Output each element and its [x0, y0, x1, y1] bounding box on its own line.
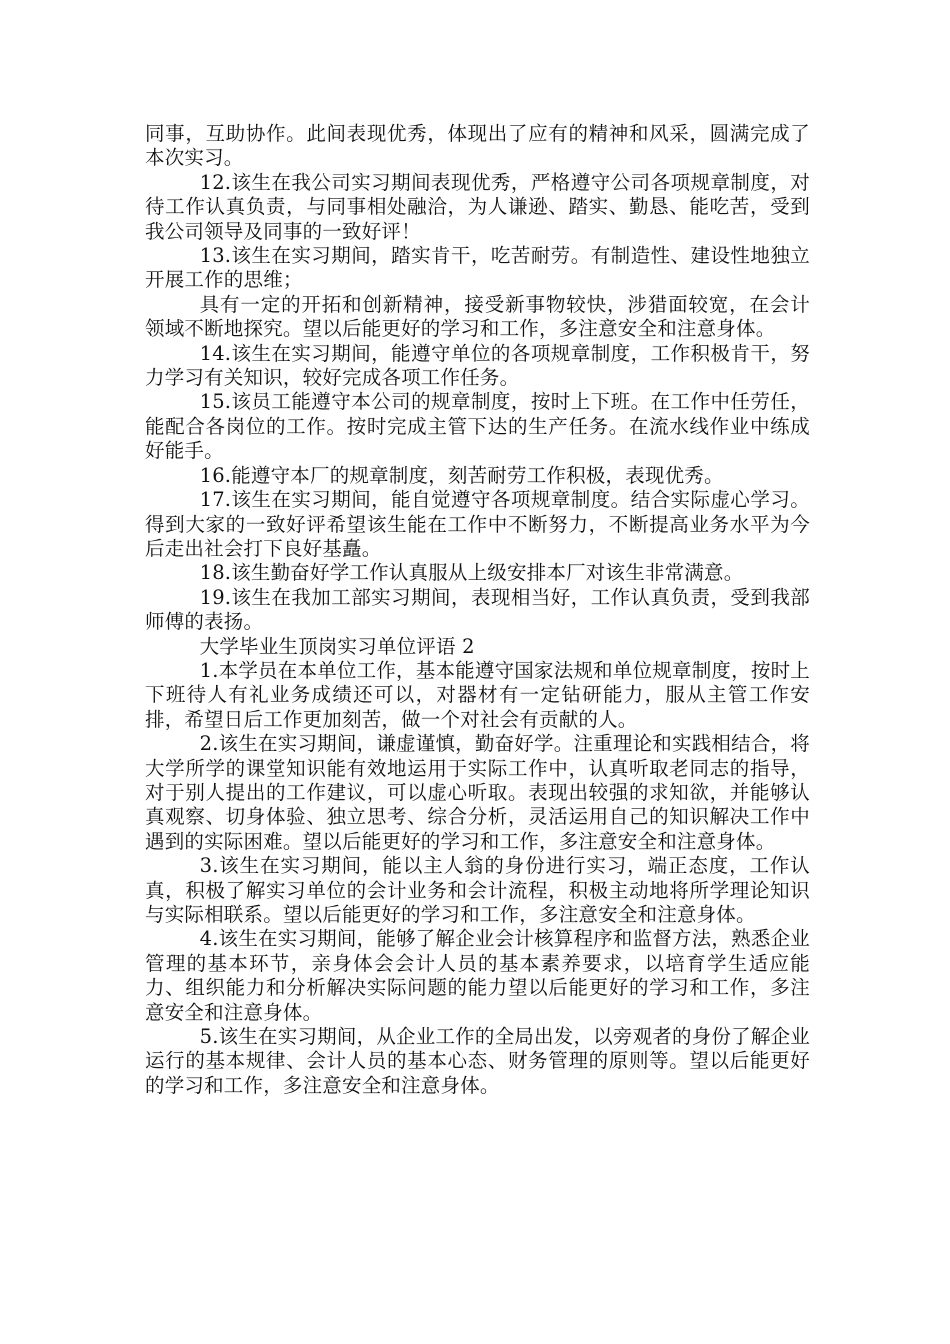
- paragraph-item-12: 12.该生在我公司实习期间表现优秀，严格遵守公司各项规章制度，对待工作认真负责，与同事相处融洽，为人谦逊、踏实、勤恳、能吃苦，受到我公司领导及同事的一致好评！: [145, 170, 810, 243]
- paragraph-item-15: 15.该员工能遵守本公司的规章制度，按时上下班。在工作中任劳任，能配合各岗位的工作。按时完成主管下达的生产任务。在流水线作业中练成好能手。: [145, 390, 810, 463]
- paragraph-item-13: 13.该生在实习期间，踏实肯干，吃苦耐劳。有制造性、建设性地独立开展工作的思维；: [145, 244, 810, 292]
- paragraph-item-4: 4.该生在实习期间，能够了解企业会计核算程序和监督方法，熟悉企业管理的基本环节，亲身体会会计人员的基本素养要求，以培育学生适应能力、组织能力和分析解决实际问题的能力望以后能更好的学习和工作，多注意安全和注意身体。: [145, 927, 810, 1024]
- section-heading: 大学毕业生顶岗实习单位评语 2: [199, 634, 475, 658]
- paragraph-item-14: 14.该生在实习期间，能遵守单位的各项规章制度，工作积极肯干，努力学习有关知识，较好完成各项工作任务。: [145, 341, 810, 390]
- paragraph-item-5: 5.该生在实习期间，从企业工作的全局出发，以旁观者的身份了解企业运行的基本规律、会计人员的基本心态、财务管理的原则等。望以后能更好的学习和工作，多注意安全和注意身体。: [145, 1025, 810, 1097]
- paragraph-item-18: 18.该生勤奋好学工作认真服从上级安排本厂对该生非常满意。: [199, 561, 744, 585]
- paragraph-item-17: 17.该生在实习期间，能自觉遵守各项规章制度。结合实际虚心学习。得到大家的一致好评希望该生能在工作中不断努力，不断提高业务水平为今后走出社会打下良好基矗。: [145, 488, 810, 560]
- paragraph-item-13-cont: 具有一定的开拓和创新精神，接受新事物较快，涉猎面较宽，在会计领域不断地探究。望以后能更好的学习和工作，多注意安全和注意身体。: [145, 292, 810, 341]
- paragraph-item-16: 16.能遵守本厂的规章制度，刻苦耐劳工作积极，表现优秀。: [199, 463, 724, 487]
- paragraph-item-2: 2.该生在实习期间，谦虚谨慎，勤奋好学。注重理论和实践相结合，将大学所学的课堂知识能有效地运用于实际工作中，认真听取老同志的指导，对于别人提出的工作建议，可以虚心听取。表现出较强的求知欲，并能够认真观察、切身体验、独立思考、综合分析，灵活运用自己的知识解决工作中遇到的实际困难。望以后能更好的学习和工作，多注意安全和注意身体。: [145, 732, 810, 853]
- paragraph-item-19: 19.该生在我加工部实习期间，表现相当好，工作认真负责，受到我部师傅的表扬。: [145, 585, 810, 634]
- paragraph-item-1: 1.本学员在本单位工作，基本能遵守国家法规和单位规章制度，按时上下班待人有礼业务成绩还可以，对器材有一定钻研能力，服从主管工作安排，希望日后工作更加刻苦，做一个对社会有贡献的人。: [145, 658, 810, 731]
- document-body: [145, 122, 810, 1098]
- paragraph-continuation: 同事，互助协作。此间表现优秀，体现出了应有的精神和风采，圆满完成了本次实习。: [145, 122, 810, 170]
- paragraph-item-3: 3.该生在实习期间，能以主人翁的身份进行实习，端正态度，工作认真，积极了解实习单位的会计业务和会计流程，积极主动地将所学理论知识与实际相联系。望以后能更好的学习和工作，多注意安全和注意身体。: [145, 854, 810, 926]
